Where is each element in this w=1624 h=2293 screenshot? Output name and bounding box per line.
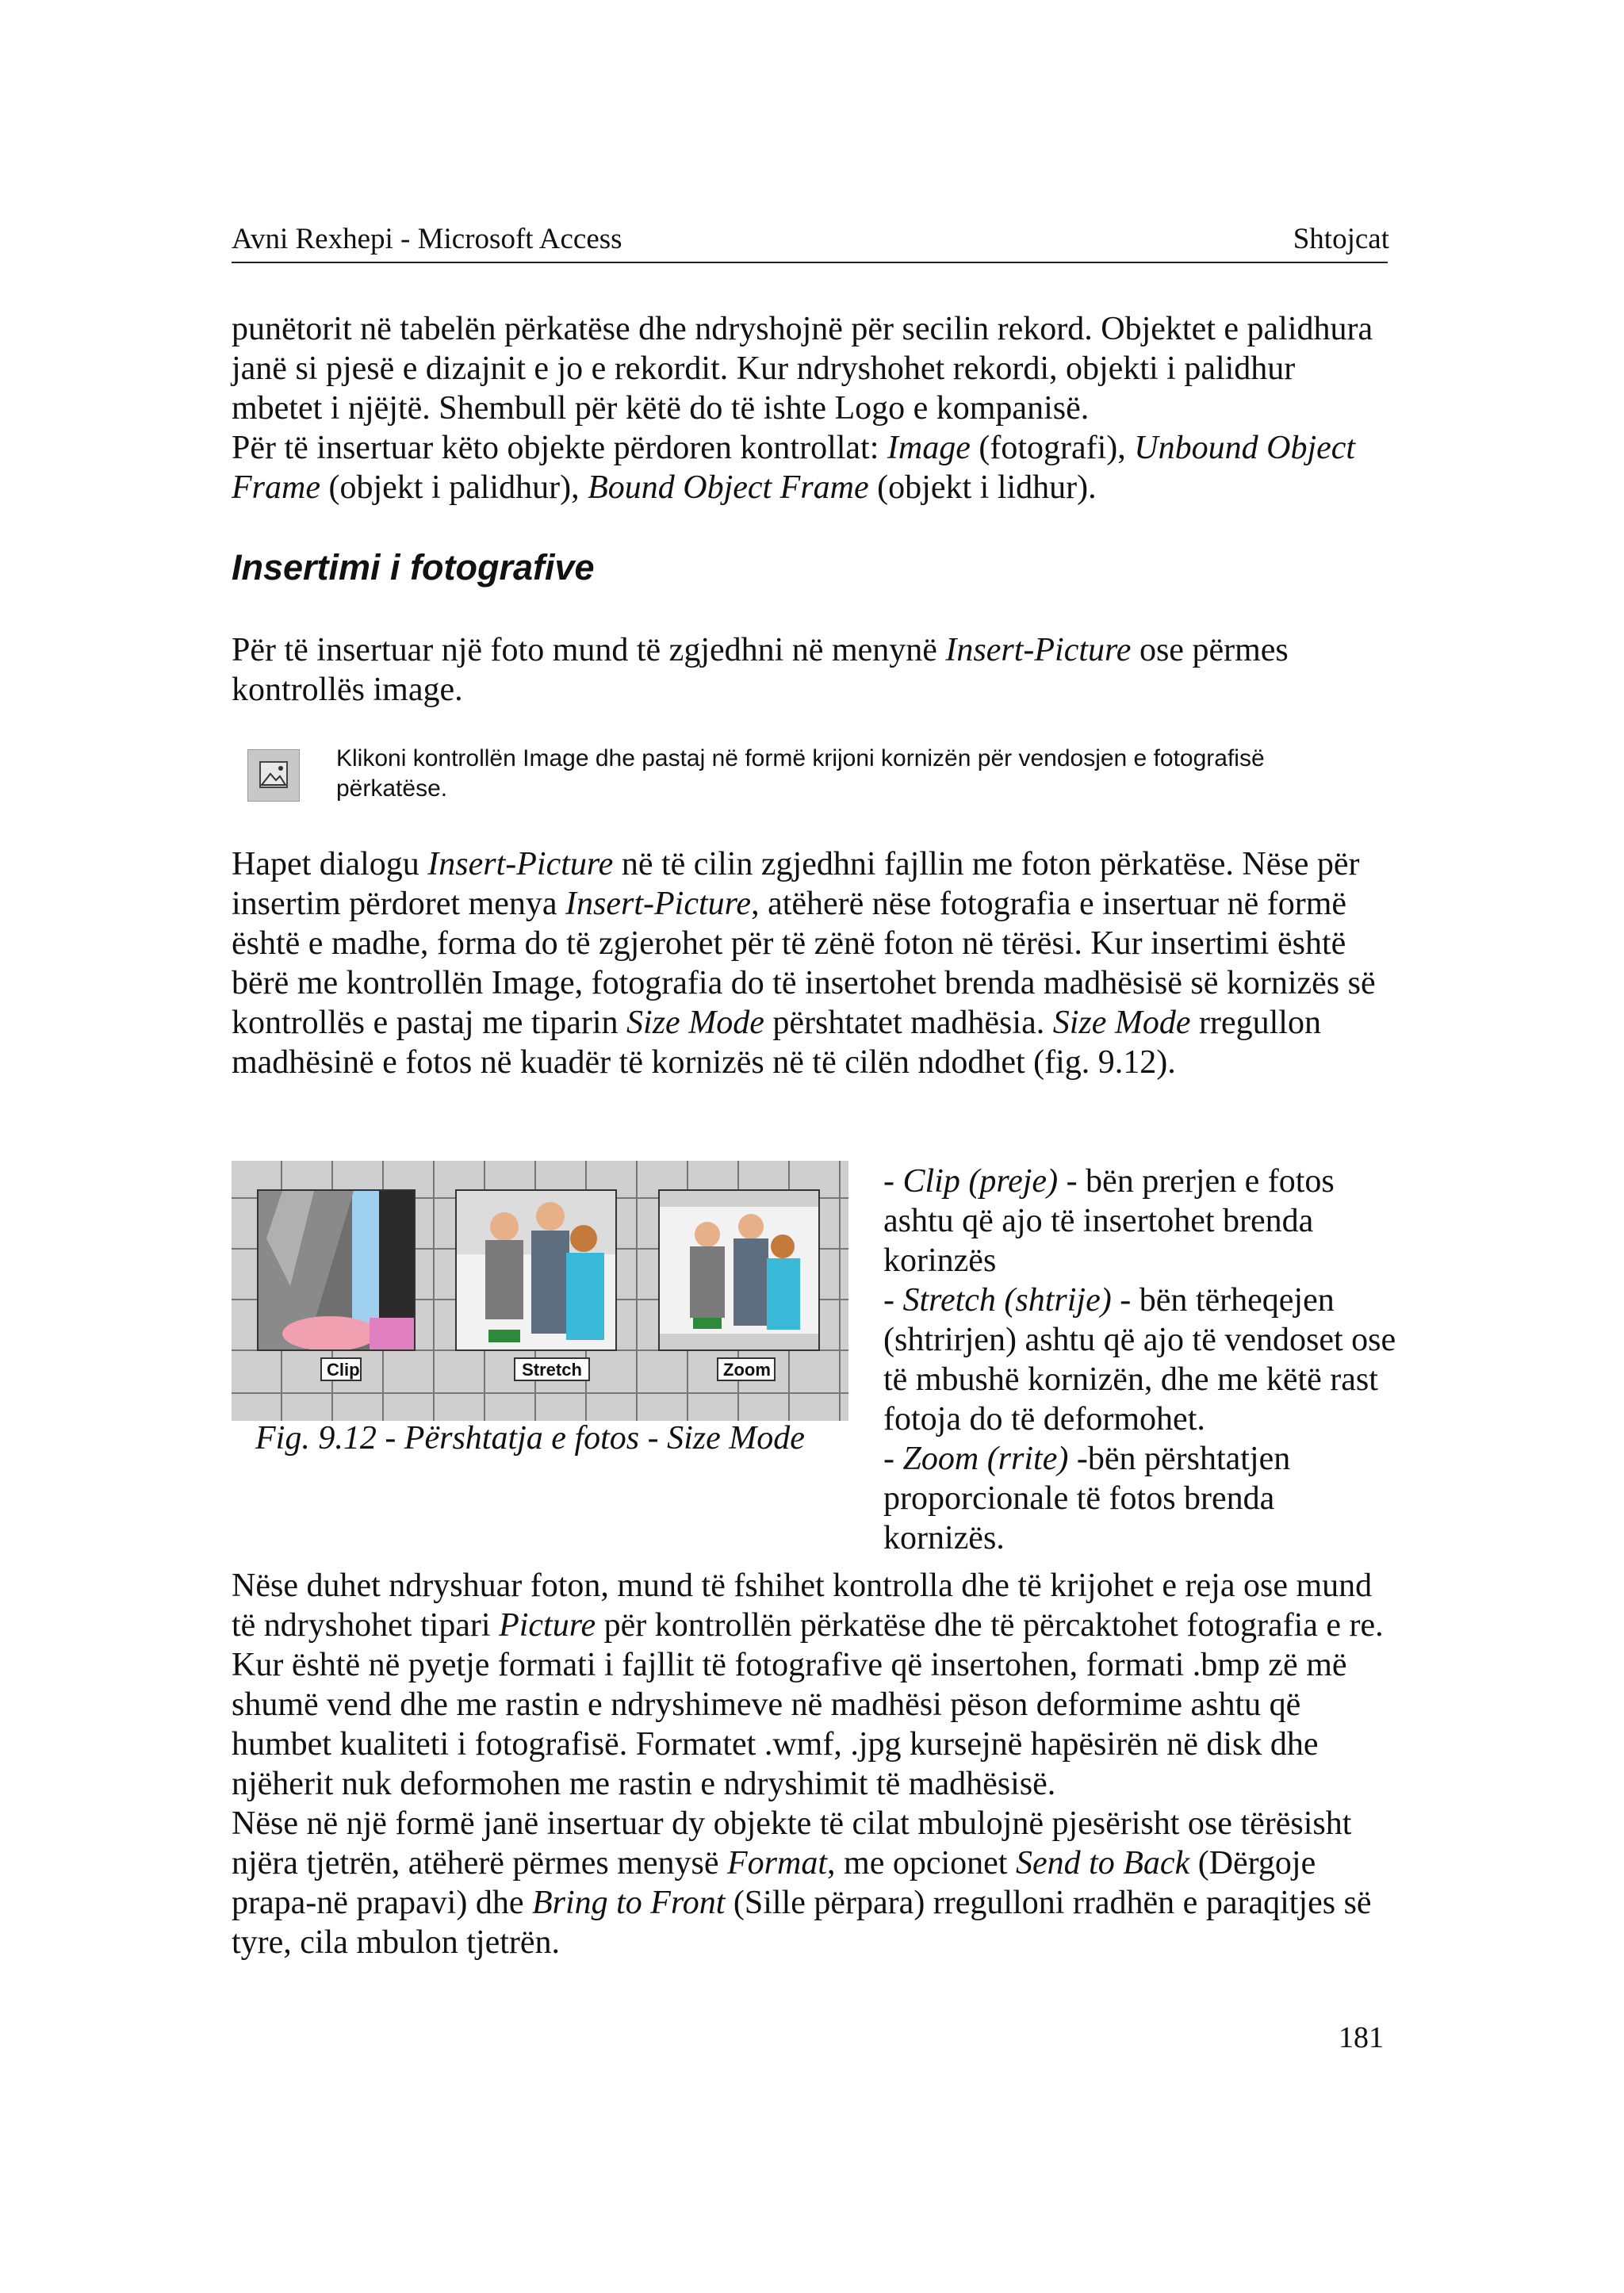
paragraph-change-picture: Nëse duhet ndryshuar foton, mund të fshihet kontrolla dhe të krijohet e reja ose mund të ndryshohet tipari Picture për kontrollën përkatëse dhe të përcaktohet fotografia e re. Kur është në pyetje formati i fajllit të fotografive që insertohen, formati .bmp zë më shumë vend dhe me rastin e ndryshimeve në madhësi pëson deformime ashtu që humbet kualiteti i fotografisë. Formatet .wmf, .jpg kursejnë hapësirën në disk dhe njëherit nuk deformohen me rastin e ndryshimit të madhësisë. Nëse në një formë janë insertuar dy objekte të cilat mbulojnë pjesërisht ose tërësisht njëra tjetrën, atëherë përmes menysë Format, me opcionet Send to Back (Dërgoje prapa-në prapavi) dhe Bring to Front (Sille përpara) rregulloni rradhën e paraqitjes së tyre, cila mbulon tjetrën. [232, 1568, 1384, 1961]
running-header-title: Avni Rexhepi - Microsoft Access [232, 223, 622, 255]
list-item: - Zoom (rrite) -bën përshtatjen proporcionale të fotos brenda kornizës. [883, 1441, 1291, 1556]
zoom-label: Zoom [717, 1357, 776, 1381]
header-divider [232, 262, 1388, 263]
list-item: - Stretch (shtrije) - bën tërheqejen (shtrirjen) ashtu që ajo të vendoset ose të mbushë kornizën, dhe me këtë rast fotoja do të deformohet. [883, 1282, 1396, 1437]
page-number: 181 [1339, 2021, 1384, 2054]
list-item: - Clip (preje) - bën prerjen e fotos ashtu që ajo të insertohet brenda korinzës [883, 1163, 1335, 1279]
clip-sample-image [257, 1189, 416, 1351]
stretch-label: Stretch [514, 1357, 590, 1381]
clip-label: Clip [320, 1357, 362, 1381]
paragraph-objects-intro: punëtorit në tabelën përkatëse dhe ndryshojnë për secilin rekord. Objektet e palidhura janë si pjesë e dizajnit e jo e rekordit. Kur ndryshohet rekordi, objekti i palidhur mbetet i njëjtë. Shembull për këtë do të ishte Logo e kompanisë. Për të insertuar këto objekte përdoren kontrollat: Image (fotografi), Unbound Object Frame (objekt i palidhur), Bound Object Frame (objekt i lidhur). [232, 311, 1373, 506]
tip-text: Klikoni kontrollën Image dhe pastaj në formë krijoni kornizën për vendosjen e fotografisë përkatëse. [336, 745, 1265, 802]
figure-caption: Fig. 9.12 - Përshtatja e fotos - Size Mode [255, 1420, 805, 1457]
paragraph-insert-picture: Për të insertuar një foto mund të zgjedhni në menynë Insert-Picture ose përmes kontrollës image. [232, 632, 1289, 708]
size-mode-options-list [883, 1162, 1399, 1558]
stretch-sample-image [455, 1189, 617, 1351]
size-mode-figure [232, 1161, 848, 1421]
image-control-icon [247, 749, 300, 802]
running-header-section: Shtojcat [1293, 223, 1389, 255]
zoom-sample-image [658, 1189, 820, 1351]
section-heading: Insertimi i fotografive [232, 547, 595, 588]
paragraph-size-mode: Hapet dialogu Insert-Picture në të cilin zgjedhni fajllin me foton përkatëse. Nëse për insertim përdoret menya Insert-Picture, atëherë nëse fotografia e insertuar në formë është e madhe, forma do të zgjerohet për të zënë foton në tërësi. Kur insertimi është bërë me kontrollën Image, fotografia do të insertohet brenda madhësisë së kornizës së kontrollës e pastaj me tiparin Size Mode përshtatet madhësia. Size Mode rregullon madhësinë e fotos në kuadër të kornizës në të cilën ndodhet (fig. 9.12). [232, 846, 1376, 1081]
